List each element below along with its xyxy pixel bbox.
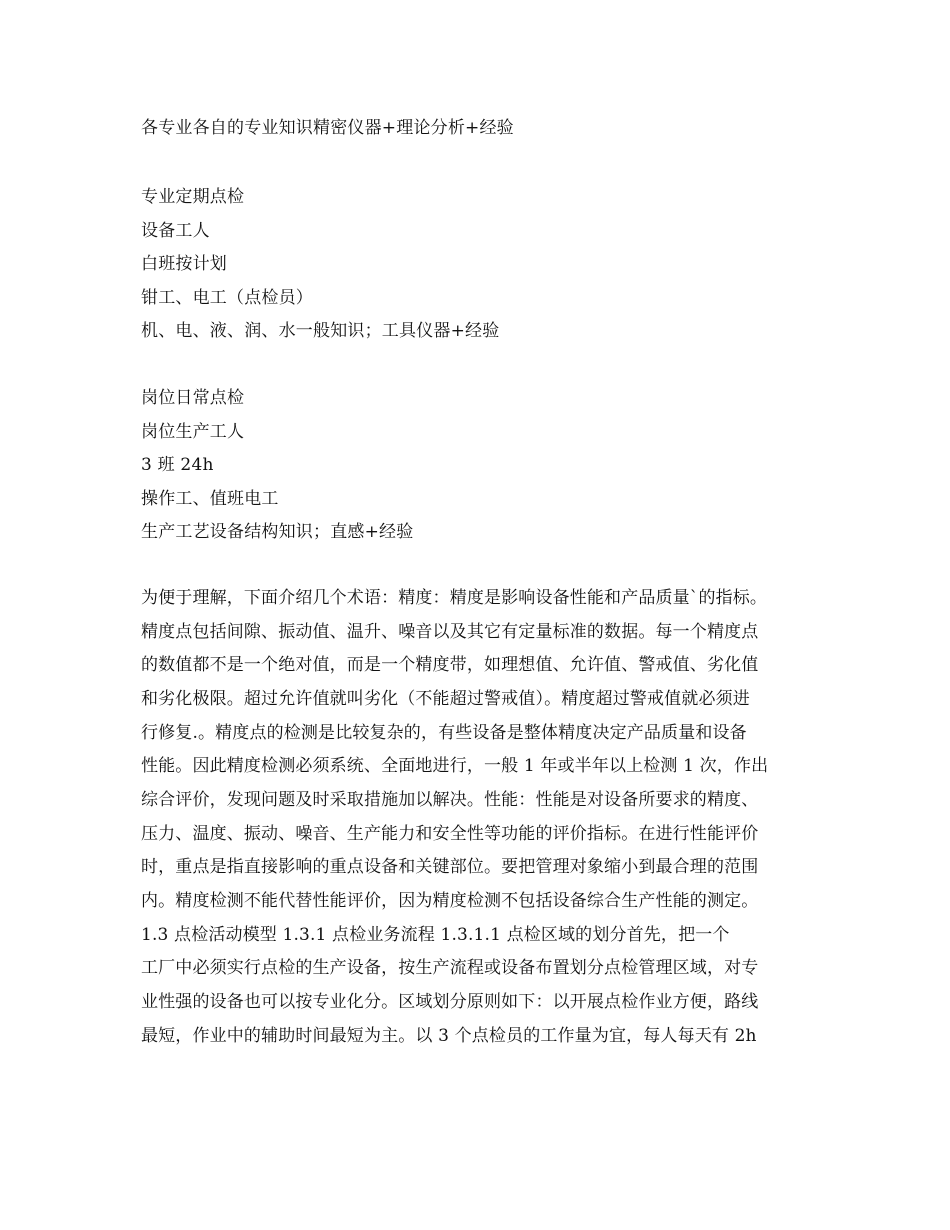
body-line: 时，重点是指直接影响的重点设备和关键部位。要把管理对象缩小到最合理的范围: [141, 857, 759, 878]
body-line: 和劣化极限。超过允许值就叫劣化（不能超过警戒值）。精度超过警戒值就必须进: [141, 688, 750, 709]
regular-inspection-line: 钳工、电工（点检员）: [141, 287, 313, 308]
body-paragraph: [141, 582, 831, 1053]
body-line: 的数值都不是一个绝对值，而是一个精度带，如理想值、允许值、警戒值、劣化值: [141, 655, 759, 676]
body-line: 精度点包括间隙、振动值、温升、噪音以及其它有定量标准的数据。每一个精度点: [141, 621, 759, 642]
regular-inspection-block: [141, 181, 831, 349]
body-line: 综合评价，发现问题及时采取措施加以解决。性能：性能是对设备所要求的精度、: [141, 789, 759, 810]
regular-inspection-line: 专业定期点检: [141, 187, 245, 207]
regular-inspection-line: 机、电、液、润、水一般知识；工具仪器+经验: [141, 321, 500, 342]
body-line: 压力、温度、振动、噪音、生产能力和安全性等功能的评价指标。在进行性能评价: [141, 823, 759, 844]
daily-inspection-line: 生产工艺设备结构知识；直感+经验: [141, 522, 414, 543]
regular-inspection-line: 设备工人: [141, 220, 210, 241]
body-line: 为便于理解，下面介绍几个术语：精度：精度是影响设备性能和产品质量`的指标。: [141, 588, 768, 608]
body-line: 工厂中必须实行点检的生产设备，按生产流程或设备布置划分点检管理区域，对专: [141, 958, 759, 979]
body-line: 1.3 点检活动模型 1.3.1 点检业务流程 1.3.1.1 点检区域的划分首先，把一个: [141, 924, 730, 945]
body-line: 业性强的设备也可以按专业化分。区域划分原则如下：以开展点检作业方便，路线: [141, 991, 759, 1012]
heading-text: 各专业各自的专业知识精密仪器+理论分析+经验: [141, 118, 514, 138]
daily-inspection-line: 3 班 24h: [141, 455, 214, 476]
daily-inspection-line: 操作工、值班电工: [141, 488, 279, 509]
daily-inspection-line: 岗位生产工人: [141, 421, 245, 442]
heading-line: [141, 112, 831, 146]
daily-inspection-line: 岗位日常点检: [141, 388, 245, 408]
body-line: 最短，作业中的辅助时间最短为主。以 3 个点检员的工作量为宜，每人每天有 2h: [141, 1025, 757, 1046]
body-line: 内。精度检测不能代替性能评价，因为精度检测不包括设备综合生产性能的测定。: [141, 890, 759, 911]
body-line: 性能。因此精度检测必须系统、全面地进行，一般 1 年或半年以上检测 1 次，作出: [141, 756, 769, 777]
body-line: 行修复.。精度点的检测是比较复杂的，有些设备是整体精度决定产品质量和设备: [141, 722, 747, 743]
daily-inspection-block: [141, 382, 831, 550]
regular-inspection-line: 白班按计划: [141, 254, 227, 275]
